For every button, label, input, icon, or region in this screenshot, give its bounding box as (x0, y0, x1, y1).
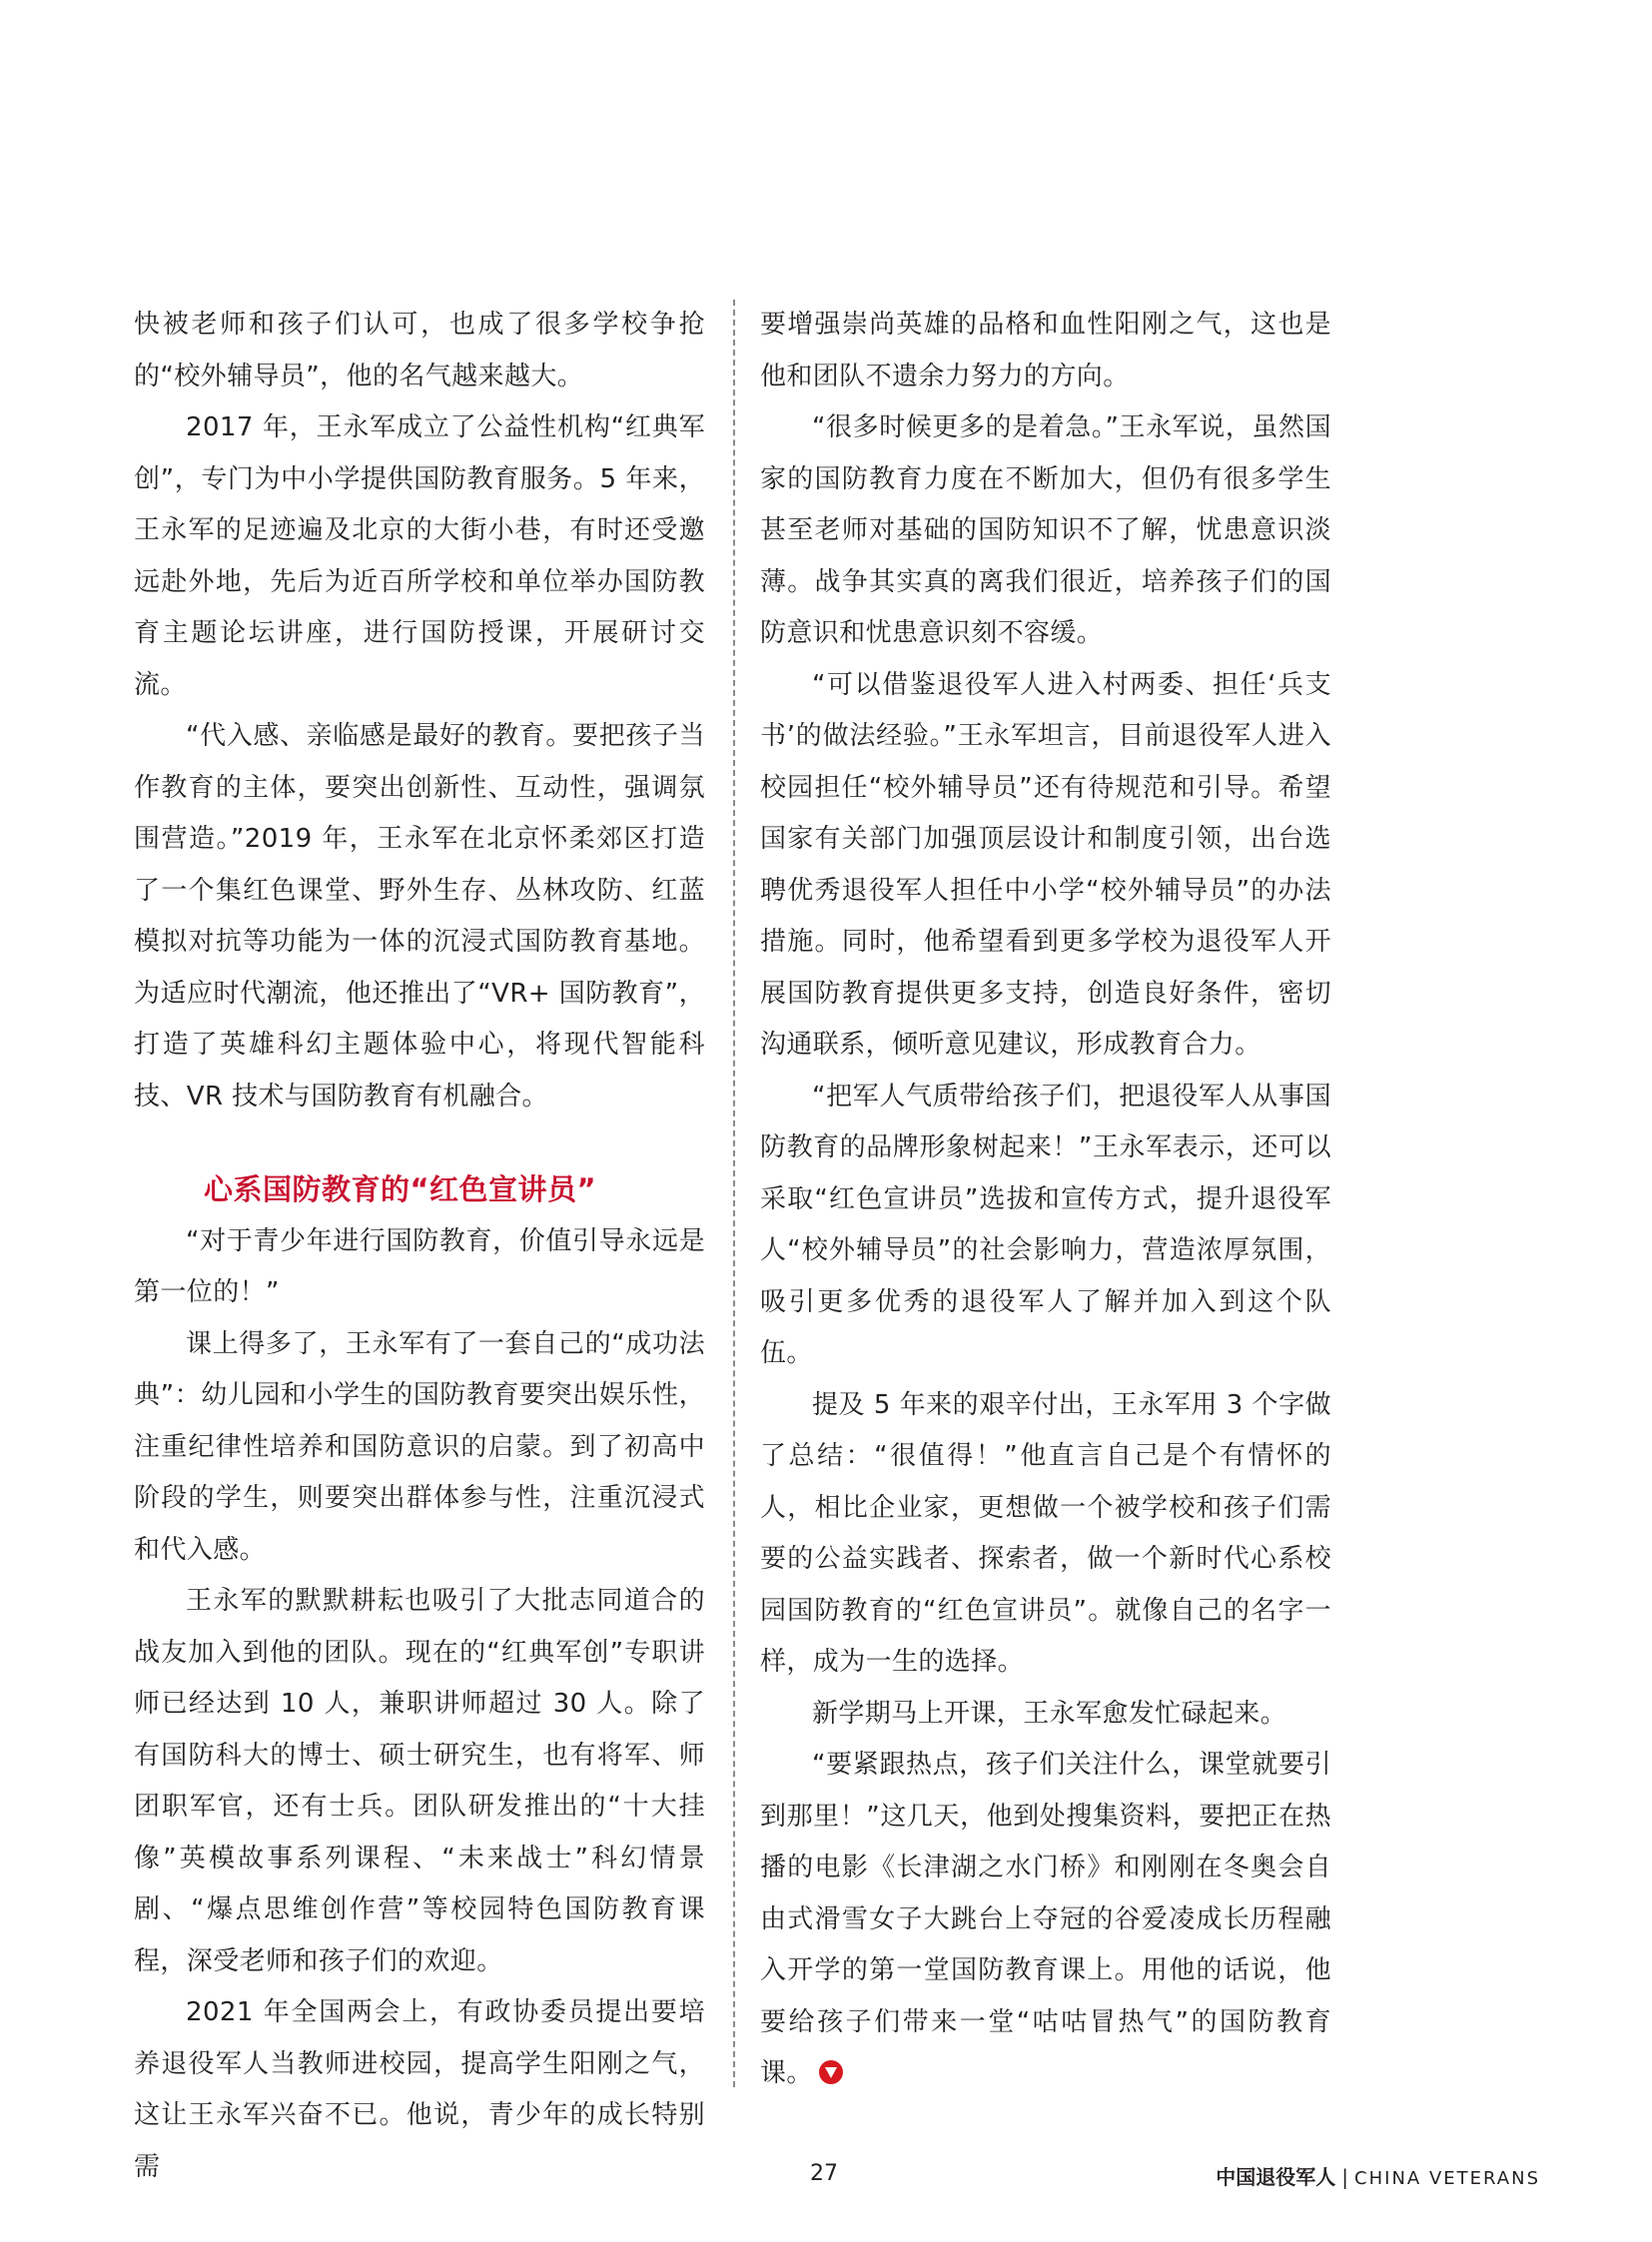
paragraph-last (760, 1740, 1331, 2100)
paragraph: 2021 年全国两会上，有政协委员提出要培养退役军人当教师进校园，提高学生阳刚之气，这让王永军兴奋不已。他说，青少年的成长特别需 (134, 1997, 705, 2182)
paragraph-text: “要紧跟热点，孩子们关注什么，课堂就要引到那里！”这几天，他到处搜集资料，要把正在热播的电影《长津湖之水门桥》和刚刚在冬奥会自由式滑雪女子大跳台上夺冠的谷爱凌成长历程融入开学的第一堂国防教育课上。用他的话说，他要给孩子们带来一堂“咕咕冒热气”的国防教育课。 (760, 1750, 1331, 2088)
left-column (134, 300, 705, 2193)
paragraph: “对于青少年进行国防教育，价值引导永远是第一位的！” (134, 1225, 705, 1307)
paragraph: 课上得多了，王永军有了一套自己的“成功法典”：幼儿园和小学生的国防教育要突出娱乐性，注重纪律性培养和国防意识的启蒙。到了初高中阶段的学生，则要突出群体参与性，注重沉浸式和代入感。 (134, 1328, 705, 1565)
brand-separator: | (1341, 2165, 1349, 2189)
paragraph: “可以借鉴退役军人进入村两委、担任‘兵支书’的做法经验。”王永军坦言，目前退役军人进入校园担任“校外辅导员”还有待规范和引导。希望国家有关部门加强顶层设计和制度引领，出台选聘优秀退役军人担任中小学“校外辅导员”的办法措施。同时，他希望看到更多学校为退役军人开展国防教育提供更多支持，创造良好条件，密切沟通联系，倾听意见建议，形成教育合力。 (760, 669, 1331, 1060)
paragraph: 提及 5 年来的艰辛付出，王永军用 3 个字做了总结：“很值得！”他直言自己是个有情怀的人，相比企业家，更想做一个被学校和孩子们需要的公益实践者、探索者，做一个新时代心系校园国防教育的“红色宣讲员”。就像自己的名字一样，成为一生的选择。 (760, 1389, 1331, 1677)
magazine-name-cn: 中国退役军人 (1216, 2165, 1336, 2189)
paragraph: “很多时候更多的是着急。”王永军说，虽然国家的国防教育力度在不断加大，但仍有很多学生甚至老师对基础的国防知识不了解，忧患意识淡薄。战争其实真的离我们很近，培养孩子们的国防意识和忧患意识刻不容缓。 (760, 412, 1331, 648)
paragraph: 快被老师和孩子们认可，也成了很多学校争抢的“校外辅导员”，他的名气越来越大。 (134, 310, 705, 391)
column-divider (733, 300, 735, 2087)
paragraph: “代入感、亲临感是最好的教育。要把孩子当作教育的主体，要突出创新性、互动性，强调氛围营造。”2019 年，王永军在北京怀柔郊区打造了一个集红色课堂、野外生存、丛林攻防、红蓝模拟对抗等功能为一体的沉浸式国防教育基地。为适应时代潮流，他还推出了“VR+ 国防教育”，打造了英雄科幻主题体验中心，将现代智能科技、VR 技术与国防教育有机融合。 (134, 721, 705, 1112)
paragraph: 新学期马上开课，王永军愈发忙碌起来。 (812, 1698, 1287, 1729)
right-column (760, 300, 1331, 2100)
page-number: 27 (810, 2161, 838, 2186)
paragraph: 要增强崇尚英雄的品格和血性阳刚之气，这也是他和团队不遗余力努力的方向。 (760, 310, 1331, 391)
magazine-name-en: CHINA VETERANS (1354, 2168, 1540, 2189)
section-heading: 心系国防教育的“红色宣讲员” (204, 1172, 597, 1206)
paragraph: 2017 年，王永军成立了公益性机构“红典军创”，专门为中小学提供国防教育服务。5 年来，王永军的足迹遍及北京的大街小巷，有时还受邀远赴外地，先后为近百所学校和单位举办国防教育主题论坛讲座，进行国防授课，开展研讨交流。 (134, 412, 705, 700)
paragraph: “把军人气质带给孩子们，把退役军人从事国防教育的品牌形象树起来！”王永军表示，还可以采取“红色宣讲员”选拔和宣传方式，提升退役军人“校外辅导员”的社会影响力，营造浓厚氛围，吸引更多优秀的退役军人了解并加入到这个队伍。 (760, 1081, 1331, 1368)
magazine-brand (1216, 2161, 1540, 2190)
paragraph: 王永军的默默耕耘也吸引了大批志同道合的战友加入到他的团队。现在的“红典军创”专职讲师已经达到 10 人，兼职讲师超过 30 人。除了有国防科大的博士、硕士研究生，也有将军、师团职军官，还有士兵。团队研发推出的“十大挂像”英模故事系列课程、“未来战士”科幻情景剧、“爆点思维创作营”等校园特色国防教育课程，深受老师和孩子们的欢迎。 (134, 1586, 705, 1976)
veterans-logo-icon (819, 2060, 843, 2084)
